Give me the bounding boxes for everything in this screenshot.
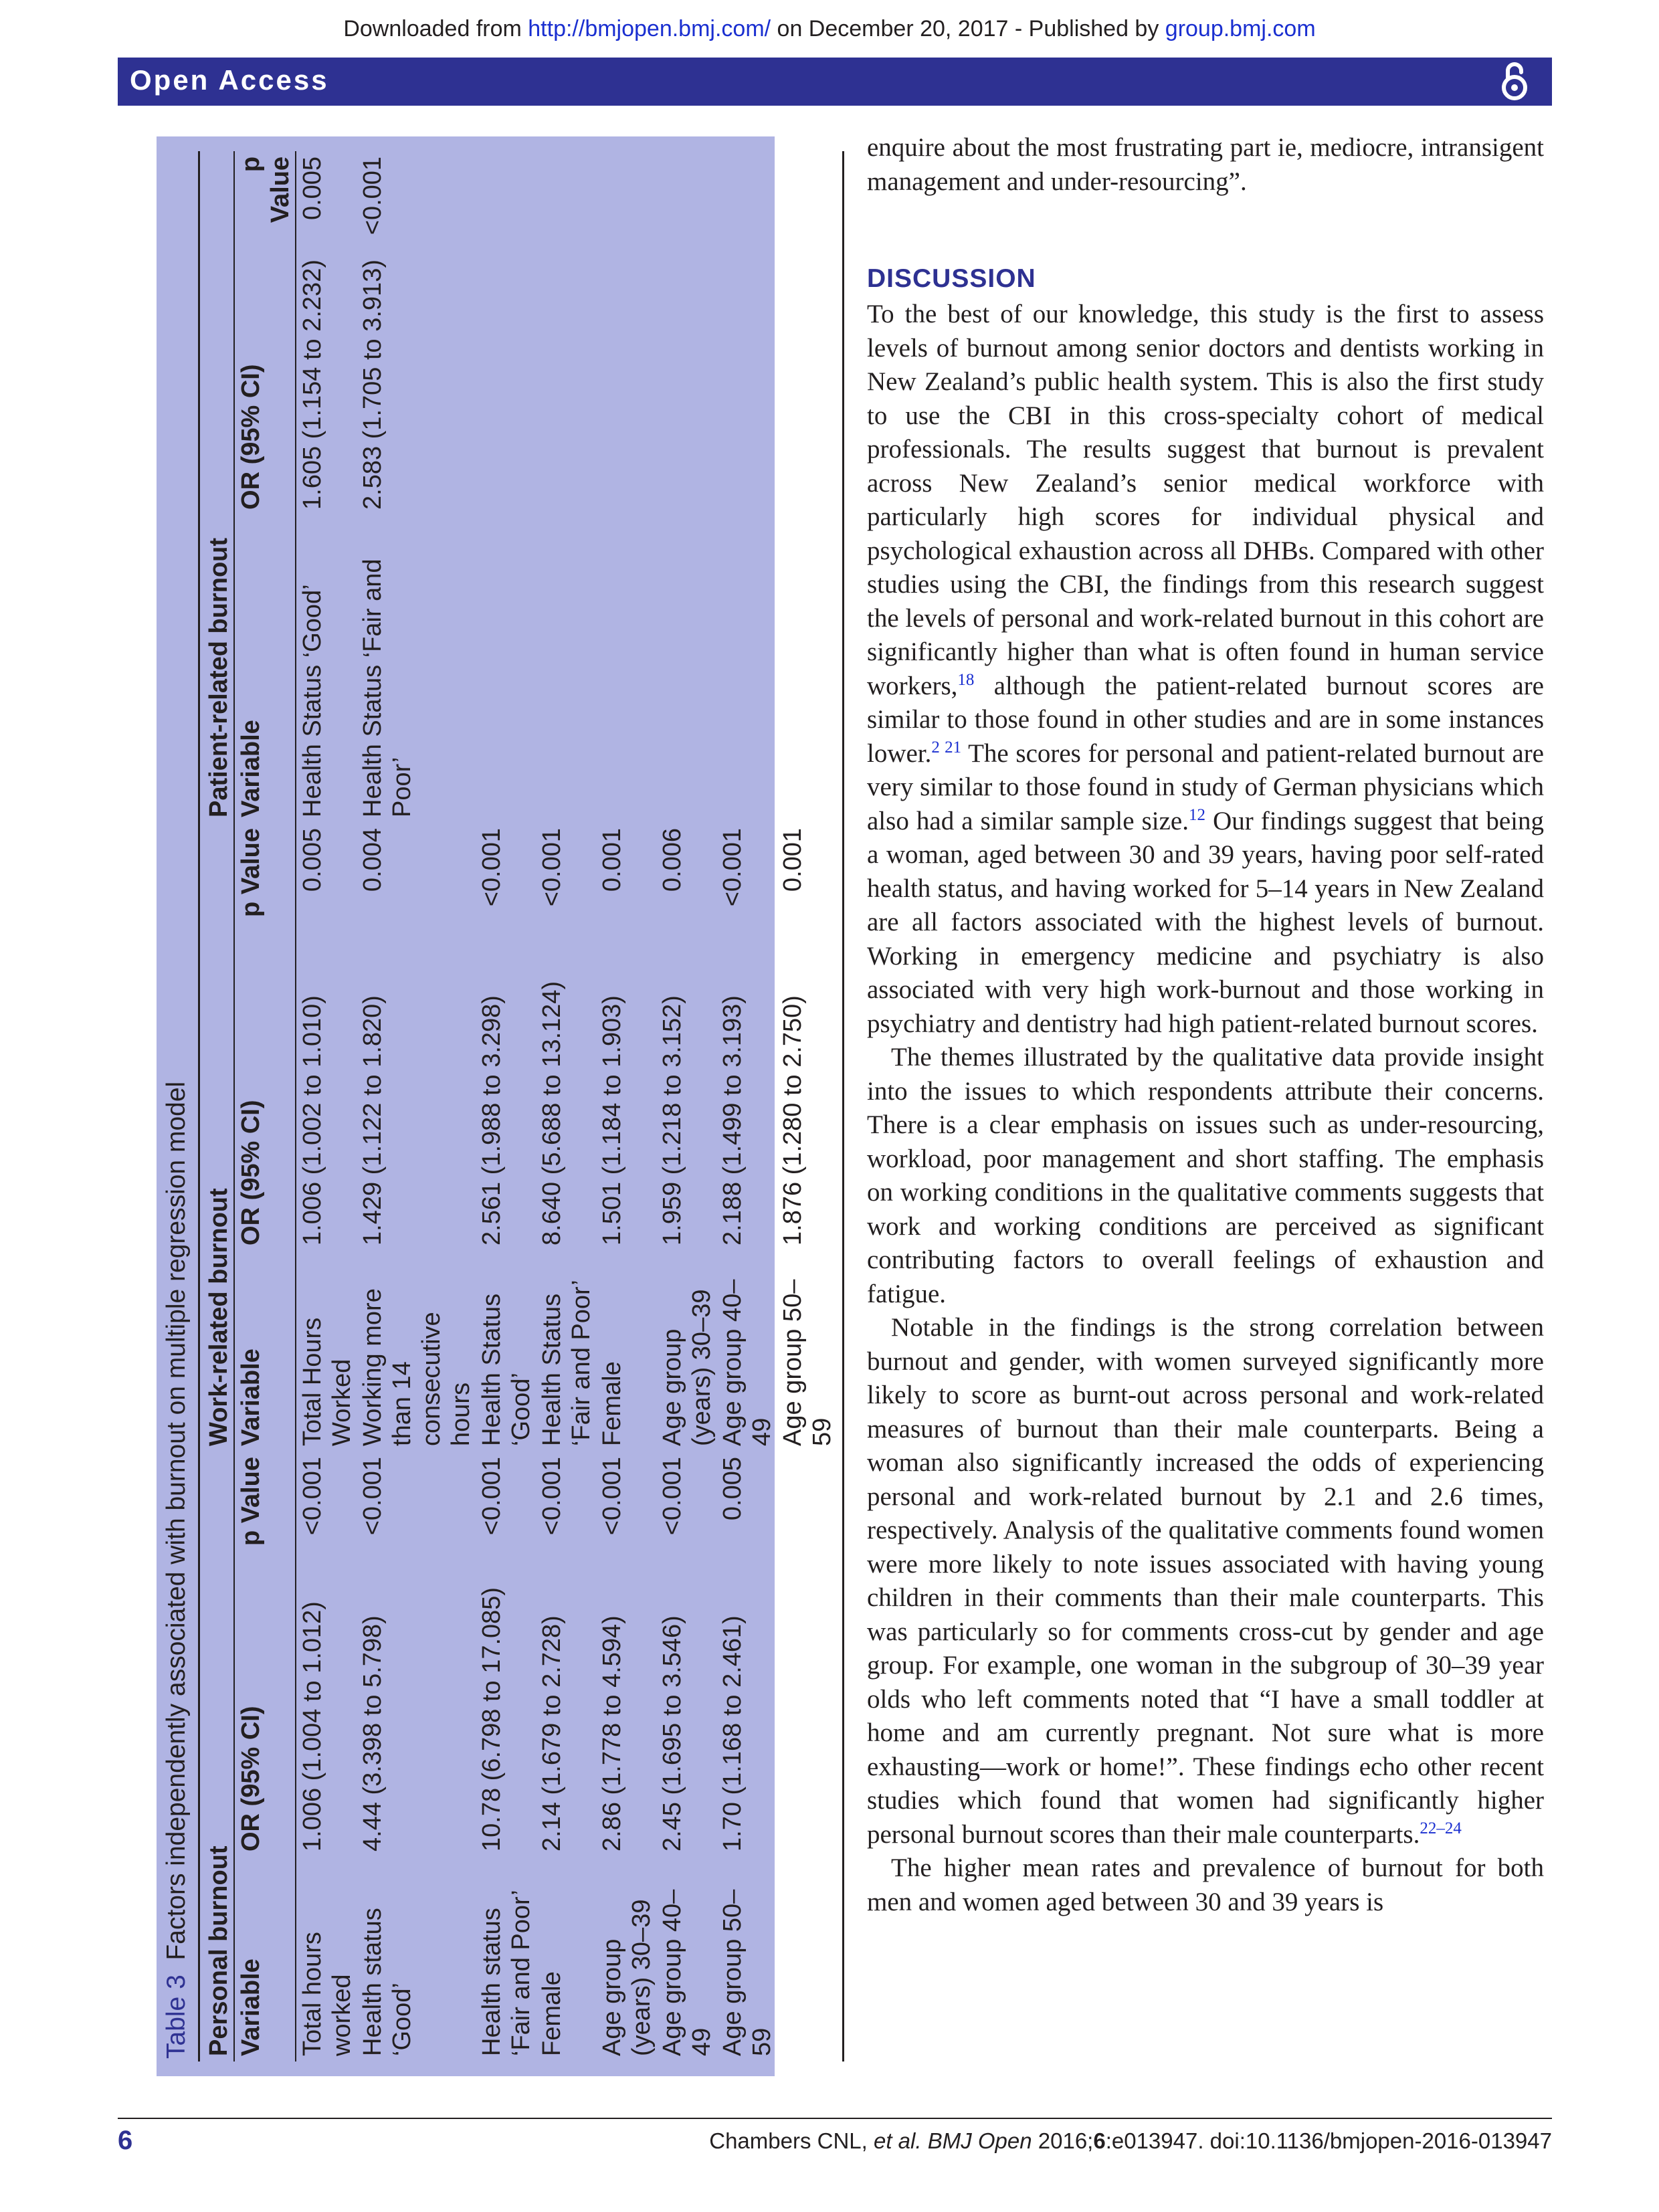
table-cell [716,241,777,515]
table-cell [777,241,844,515]
table-row [716,151,777,2062]
group-header-patient: Patient-related burnout [199,151,235,823]
table-cell: <0.001 [538,827,566,907]
table-row [296,151,357,2062]
table-cell [716,151,777,241]
table-cell: Age group 40–49 [718,1279,776,1446]
table-cell: Age group (years) 30–39 [598,1899,656,2056]
table-row [476,151,536,2062]
table-cell [656,241,716,515]
text-run: Our findings suggest that being a woman, aged between 30 and 39 years, having poor self-rated health status, and having worked for 5–14 years in New Zealand are all factors associated with the highest levels of burnout. Working in emergency medicine and psychiatry is also associated with very high work-burnout and those working in psychiatry and dentistry had high patient-related burnout scores. [867,806,1544,1038]
table-cell [536,151,596,241]
table-cell: Female [598,1361,626,1446]
table-row [596,151,656,2062]
table-cell: 2.14 (1.679 to 2.728) [538,1615,566,1851]
table-cell [536,515,596,823]
table-cell [777,515,844,823]
table-cell [656,151,716,241]
reference-link[interactable]: 22–24 [1420,1819,1462,1837]
reference-link[interactable]: 12 [1189,805,1205,824]
table-cell: <0.001 [359,1456,387,1536]
table-cell: Total Hours Worked [298,1317,356,1446]
table-cell: <0.001 [478,1456,506,1536]
table-cell: 8.640 (5.688 to 13.124) [538,981,566,1245]
page-number: 6 [118,2126,133,2155]
table-cell: 0.005 [298,827,326,892]
open-access-banner [118,58,1552,106]
table-cell: <0.001 [538,1456,566,1536]
table-row [656,151,716,2062]
table-cell: Working more than 14 consecutive hours [359,1288,475,1446]
citation-year: 2016; [1032,2128,1094,2153]
table-cell: <0.001 [598,1456,626,1536]
table-cell: 0.006 [658,827,686,892]
table-cell: <0.001 [478,827,506,907]
table-cell: Health status ‘Good’ [359,1908,416,2056]
column-header-row [234,151,296,2062]
col-header: Variable [234,515,296,823]
rotated-table [157,136,836,2076]
body-text-column [867,131,1544,1919]
group-header-row [199,151,235,2062]
col-header: p Value [234,1451,296,1576]
download-notice [0,16,1659,42]
group-header-personal: Personal burnout [199,1451,235,2062]
text-run: although the patient-related burnout scores are similar to those found in other studies and are in some instances lower. [867,671,1544,768]
table-cell: Age group 40–49 [658,1889,716,2056]
table-cell [596,241,656,515]
table-cell: 2.188 (1.499 to 3.193) [718,995,747,1245]
reference-link[interactable]: 2 21 [931,738,962,757]
table-cell: 2.583 (1.705 to 3.913) [359,260,387,510]
table-cell: 0.001 [598,827,626,892]
table-cell [476,151,536,241]
paragraph: enquire about the most frustrating part ie, mediocre, intransigent management and under-resourcing”. [867,133,1544,196]
download-prefix: Downloaded from [343,16,528,41]
table-cell: 0.004 [359,827,387,892]
col-header: p Value [234,151,296,241]
footer-divider [118,2118,1552,2119]
text-run: Notable in the findings is the strong correlation between burnout and gender, with women surveyed significantly more likely to score as burnt-out across personal and work-related measures of burnout than their male counterparts. Being a woman also significantly increased the odds of experiencing personal and work-related burnout by 2.1 and 2.6 times, respectively. Analysis of the qualitative comments found women were more likely to note issues associated with having young children in their comments than their male counterparts. This was particularly so for comments cross-cut by gender and age group. For example, one woman in the subgroup of 30–39 year olds who left comments noted that “I have a small toddler at home and am currently pregnant. Not sure what is more exhausting—work or home!”. These findings echo other recent studies which found that women had significantly higher personal burnout scores than their male counterparts. [867,1313,1544,1849]
table-cell: Health Status ‘Good’ [478,1293,535,1446]
table-cell: 2.86 (1.778 to 4.594) [598,1615,626,1851]
table-cell: 0.005 [718,1456,747,1521]
banner-title: Open Access [130,64,329,96]
table-cell [596,151,656,241]
citation-volume: 6 [1093,2128,1106,2153]
citation-line [709,2128,1552,2154]
table-cell: 0.001 [777,823,844,936]
table-cell: <0.001 [359,156,387,235]
paragraph [867,1311,1544,1851]
col-header: p Value [234,823,296,936]
text-run: To the best of our knowledge, this study is the first to assess levels of burnout among senior doctors and dentists working in New Zealand’s public health system. This is also the first study to use the CBI in this cross-specialty cohort of medical professionals. The results suggest that burnout is prevalent across New Zealand’s senior medical workforce with particularly high scores for individual physical and psychological exhaustion across all DHBs. Compared with other studies using the CBI, the findings from this research suggest the levels of personal and work-related burnout in this cohort are significantly higher than what is often found in human service workers, [867,300,1544,700]
table-cell: 4.44 (3.398 to 5.798) [359,1615,387,1851]
table-cell: <0.001 [658,1456,686,1536]
citation-authors: Chambers CNL, [709,2128,874,2153]
table-cell: 1.876 (1.280 to 2.750) [777,936,844,1251]
table-row [357,151,476,2062]
col-header: OR (95% CI) [234,1576,296,1857]
download-mid: on December 20, 2017 - Published by [771,16,1165,41]
table-cell [656,515,716,823]
table-row [536,151,596,2062]
table-cell: 1.429 (1.122 to 1.820) [359,995,387,1245]
paragraph: The themes illustrated by the qualitative data provide insight into the issues to which respondents attribute their concerns. There is a clear emphasis on issues such as under-resourcing, workload, poor management and short staffing. The emphasis on working conditions in the qualitative comments suggests that work and working conditions are perceived as significant contributing factors to overall feelings of exhaustion and fatigue. [867,1043,1544,1308]
table-cell: <0.001 [718,827,747,907]
table-cell [777,1451,844,1576]
paragraph [867,298,1544,1041]
table-cell: 1.501 (1.184 to 1.903) [598,995,626,1245]
reference-link[interactable]: 18 [957,670,975,689]
table-cell: 1.006 (1.004 to 1.012) [298,1601,326,1851]
table-cell [777,1576,844,1857]
table-cell: 1.70 (1.168 to 2.461) [718,1615,747,1851]
table-cell: <0.001 [298,1456,326,1536]
text-run: The scores for personal and patient-related burnout are very similar to those found in study of German physicians which also had a similar sample size. [867,738,1544,835]
table-cell: 1.605 (1.154 to 2.232) [298,260,326,510]
table-cell: 1.959 (1.218 to 3.152) [658,995,686,1245]
group-header-work: Work-related burnout [199,823,235,1451]
table-cell: Health Status ‘Good’ [298,584,326,817]
table-cell: 2.561 (1.988 to 3.298) [478,995,506,1245]
table-cell [536,241,596,515]
col-header: OR (95% CI) [234,936,296,1251]
citation-doi: :e013947. doi:10.1136/bmjopen-2016-013947 [1105,2128,1552,2153]
table-cell: Age group 50–59 [777,1251,844,1451]
col-header: Variable [234,1251,296,1451]
col-header: Variable [234,1857,296,2062]
table-cell: Health status ‘Fair and Poor’ [478,1890,535,2056]
table-cell: Age group (years) 30–39 [658,1289,716,1446]
section-heading: DISCUSSION [867,264,1036,293]
table-label: Table 3 [162,1975,191,2059]
table-cell: 0.005 [298,156,326,221]
table-cell: Age group 50–59 [718,1889,776,2056]
table-cell: Health Status ‘Fair and Poor’ [359,559,416,817]
download-link[interactable]: http://bmjopen.bmj.com/ [528,16,771,41]
table-cell [777,1857,844,2062]
table-cell: Total hours worked [298,1932,356,2056]
table-cell [777,151,844,241]
table-cell [716,515,777,823]
table-cell: Female [538,1971,566,2056]
open-access-lock-icon [1501,62,1528,100]
col-header: OR (95% CI) [234,241,296,515]
table-cell: Health Status ‘Fair and Poor’ [538,1280,595,1446]
paragraph: The higher mean rates and prevalence of burnout for both men and women aged between 30 and 39 years is [867,1853,1544,1916]
table-cell: 10.78 (6.798 to 17.085) [478,1587,506,1851]
table-row [777,151,844,2062]
table-cell [476,515,536,823]
regression-table [198,151,844,2062]
table-cell [476,241,536,515]
citation-journal: et al. BMJ Open [873,2128,1032,2153]
table-3-panel [157,136,836,2076]
table-cell: 1.006 (1.002 to 1.010) [298,995,326,1245]
publisher-link[interactable]: group.bmj.com [1165,16,1316,41]
table-caption [162,1082,191,2059]
table-caption-text: Factors independently associated with burnout on multiple regression model [162,1081,191,1960]
table-cell: 2.45 (1.695 to 3.546) [658,1615,686,1851]
table-cell [596,515,656,823]
